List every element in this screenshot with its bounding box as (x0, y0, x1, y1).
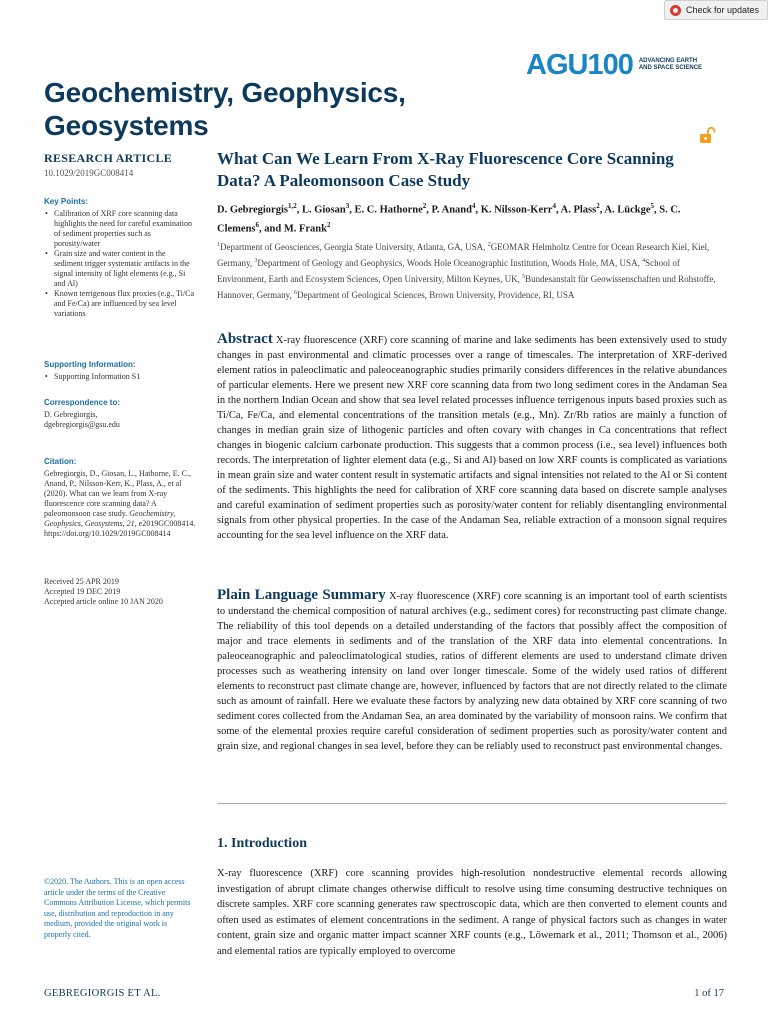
journal-title-line-1: Geochemistry, Geophysics, (44, 77, 406, 108)
author-name: L. Giosan (301, 204, 346, 216)
key-points-list (44, 209, 196, 319)
received-date: Received 25 APR 2019 (44, 577, 119, 586)
correspondence (44, 398, 196, 430)
affiliation-mark: 2 (487, 242, 491, 248)
supporting-heading: Supporting Information: (44, 360, 136, 369)
key-point-item: • Known terrigenous flux proxies (e.g., Ti/Ca and Fe/Ca) are influenced by sea level variations (44, 289, 196, 319)
license-notice: ©2020. The Authors. This is an open access article under the terms of the Creative Commons Attribution License, which permits use, distribution and reproduction in any medium, provided the original work is properly cited. (44, 877, 191, 939)
author-name: A. Lückge (604, 204, 651, 216)
author-affiliation-mark: 6 (255, 220, 259, 229)
introduction-text: X-ray fluorescence (XRF) core scanning provides high-resolution nondestructive elemental records allowing investigation of abrupt climate changes otherwise difficult to resolve using time consuming destructive techniques on discrete samples. XRF core scanning generates raw spectroscopic data, which are then converted to element counts and often used as estimates of element concentrations in the sediment. A range of physical factors such as changes in water content, grain size and organic matter impact scanner XRF counts (e.g., Löwemark et al., 2011; Thomson et al., 2006) and elemental ratios are typically employed to overcome (217, 868, 727, 957)
check-for-updates-label: Check for updates (686, 5, 760, 15)
key-points-heading: Key Points: (44, 197, 89, 206)
author-affiliation-mark: 2 (326, 220, 331, 229)
affiliation-mark: 1 (217, 242, 220, 248)
running-head-authors: GEBREGIORGIS ET AL. (44, 988, 161, 999)
article-title: What Can We Learn From X-Ray Fluorescence Core Scanning Data? A Paleomonsoon Case Study (217, 149, 674, 190)
dates (44, 577, 196, 607)
author-affiliation-mark: 2 (596, 202, 600, 210)
crossmark-icon (670, 5, 681, 16)
citation-journal: Geochemistry, Geophysics, Geosystems, 21, (44, 509, 176, 528)
key-points (44, 197, 196, 319)
check-for-updates-button[interactable] (664, 0, 768, 20)
pls-heading: Plain Language Summary (217, 587, 386, 603)
abstract (217, 332, 727, 543)
journal-title-line-2: Geosystems (44, 110, 209, 141)
supporting-information (44, 360, 196, 382)
author-name: P. Anand (431, 204, 472, 216)
author-name: D. Gebregiorgis (217, 204, 288, 216)
correspondence-heading: Correspondence to: (44, 398, 121, 407)
citation-heading: Citation: (44, 457, 77, 466)
author-name: E. C. Hathorne (354, 204, 423, 216)
online-date: Accepted article online 10 JAN 2020 (44, 597, 163, 606)
author-affiliation-mark: 2 (422, 202, 427, 210)
citation-body: Gebregiorgis, D., Giosan, L., Hathorne, E. C., Anand, P., Nilsson-Kerr, K., Plass, A., et al (2020). What can we learn from X-ray fluorescence core scanning data? A paleomonsoon case study. (44, 469, 191, 518)
author-affiliation-mark: 3 (345, 202, 350, 210)
affiliation-text: GEOMAR Helmholtz Centre for Ocean Research Kiel, Kiel, Germany, (217, 242, 710, 268)
introduction-heading: 1. Introduction (217, 836, 307, 851)
affiliation-text: Bundesanstalt für Geowissenschaften und Rohstoffe, Hannover, Germany, (217, 274, 716, 300)
affiliation-mark: 6 (294, 290, 298, 296)
affiliation-text: Department of Geosciences, Georgia State University, Atlanta, GA, USA, (220, 242, 488, 252)
author-affiliation-mark: 5 (650, 202, 654, 210)
agu-logo-tagline: ADVANCING EARTH AND SPACE SCIENCE (638, 58, 703, 71)
open-access-lock-icon (697, 126, 717, 146)
correspondence-email[interactable]: dgebregiorgis@gsu.edu (44, 420, 120, 429)
doi: 10.1029/2019GC008414 (44, 168, 134, 178)
author-list: D. Gebregiorgis$^{1,2}$, L. Giosan$^3$, E. C. Hathorne$^2$, P. Anand$^4$, K. Nilsson-Kerr$^4$, A. Plass$^2$, A. Lückge$^5$, S. C. Clemens$^6$, and M. Frank$^2$ (217, 202, 681, 234)
author-affiliation-mark: 4 (552, 202, 556, 210)
citation-tail: e2019GC008414. https://doi.org/10.1029/2019GC008414 (44, 519, 196, 538)
author-name: M. Frank (283, 223, 327, 234)
key-point-item: • Grain size and water content in the sediment trigger systematic artifacts in the signal intensity of light elements (e.g., Si and Al) (44, 249, 196, 289)
page-number: 1 of 17 (694, 988, 724, 999)
abstract-heading: Abstract (217, 331, 273, 347)
affiliation-text: Department of Geology and Geophysics, Woods Hole Oceanographic Institution, Woods Hole, MA, USA, (257, 258, 643, 268)
pls-text: X-ray fluorescence (XRF) core scanning is an important tool of earth scientists to understand the chemical composition of natural archives (e.g., sediment cores) for reconstructing past climate change. The reliability of this tool depends on a detailed understanding of the factors that possibly affect the composition of major and trace elements in sediments and of the translation of the XRF data into elemental concentrations. In paleoceanographic and paleoclimatological studies, ratios of different elements are used to understand climate driven processes such as weathering intensity on land over longer timescale. Some of the widely used ratios of different elements to reconstruct past climate change are, however, influenced by factors that are not directly related to the climate such as amount of rainfall. Here we evaluate these factors by analyzing new data obtained by XRF core scanning of two sediment cores collected from the Andaman Sea, an area dominated by the variability of monsoon rains. We confirm that some of the elemental proxies require careful consideration of sediment properties such as porosity/water content and grain size, and regional changes in sea level, before they can be reliably used to reconstruct past environmental changes. (217, 591, 727, 752)
article-type: RESEARCH ARTICLE (44, 151, 173, 165)
author-name: K. Nilsson-Kerr (480, 204, 553, 216)
agu-logo (526, 48, 726, 82)
journal-title (44, 76, 424, 142)
supporting-item[interactable]: • Supporting Information S1 (44, 372, 196, 382)
affiliation-text: Department of Geological Sciences, Brown University, Providence, RI, USA (297, 290, 575, 300)
abstract-text: X-ray fluorescence (XRF) core scanning of marine and lake sediments has been extensively used to study changes in past environmental and climatic processes over a range of timescales. The interpretation of XRF-derived element ratios in paleoclimatic and paleoceanographic studies primarily considers differences in the relative abundances of particular elements. Here we present new XRF core scanning data from two long sediment cores in the Andaman Sea in the northern Indian Ocean and show that sea level related processes influence terrigenous inputs based proxies such as Ti/Ca, Fe/Ca, and elemental concentrations of the transition metals (e.g., Mn). Zr/Rb ratios are mainly a function of changes in median grain size of lithogenic particles and often covary with changes in Ca concentrations that reflect changes in biogenic calcium carbonate production. This suggests that a common process (i.e., sea level) influences both records. The interpretation of lighter element data (e.g., Si and Al) based on low XRF counts is complicated as variations in mean grain size and water content result in systematic artifacts and signal intensities not related to the Al or Si content of the sediments. This highlights the need for calibration of XRF core scanning data based on discrete sample analyses and careful examination of sediment properties such as porosity/water content for reliably disentangling environmental signals from other physical properties. In the case of the Andaman Sea, reliable extraction of a monsoon signal requires accounting for the sea level influence on the XRF data. (217, 335, 727, 541)
section-divider (217, 803, 727, 804)
accepted-date: Accepted 19 DEC 2019 (44, 587, 121, 596)
author-name: A. Plass (560, 204, 597, 216)
correspondence-name: D. Gebregiorgis, (44, 410, 98, 419)
agu-logo-mark: AGU100 (526, 49, 633, 81)
key-point-item: • Calibration of XRF core scanning data highlights the need for careful examination of sediment properties such as porosity/water (44, 209, 196, 249)
affiliations (217, 238, 727, 302)
author-affiliation-mark: 4 (471, 202, 476, 210)
affiliation-mark: 3 (254, 258, 258, 264)
affiliation-text: School of Environment, Earth and Ecosystem Sciences, Open University, Milton Keynes, UK, (217, 258, 680, 284)
affiliation-mark: 5 (522, 274, 526, 280)
author-name: S. C. Clemens (217, 204, 681, 234)
plain-language-summary (217, 588, 727, 754)
citation (44, 457, 196, 539)
citation-text (44, 469, 196, 539)
author-affiliation-mark: 1,2 (287, 202, 297, 210)
affiliation-mark: 4 (642, 258, 646, 264)
